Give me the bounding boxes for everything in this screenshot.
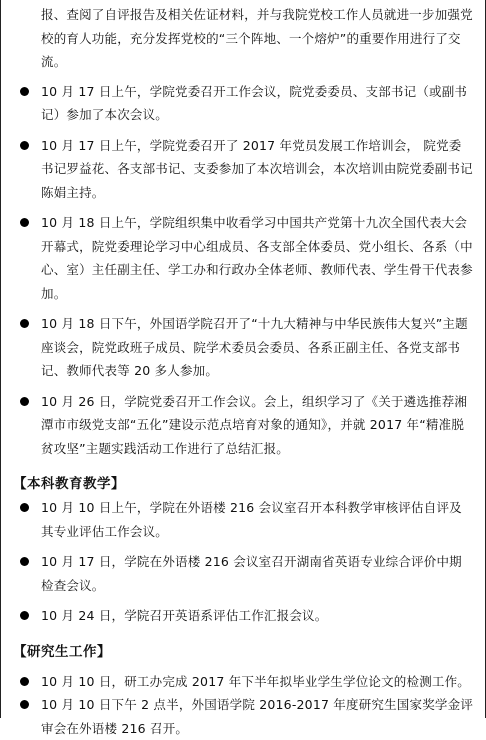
document-content — [11, 3, 473, 740]
list-item-text: 10 月 17 日，学院在外语楼 216 会议室召开湖南省英语专业综合评价中期检查会议。 — [41, 554, 462, 593]
bullet-icon — [20, 503, 29, 512]
bullet-icon — [20, 141, 29, 150]
list-item-text: 10 月 17 日上午，学院党委召开了 2017 年党员发展工作培训会， 院党委书记罗益花、各支部书记、支委参加了本次培训会，本次培训由院党委副书记陈娟主持。 — [41, 138, 473, 200]
list-item — [11, 134, 473, 205]
section-header-undergraduate: 【本科教育教学】 — [13, 472, 473, 496]
list-item-text: 10 月 10 日上午，学院在外语楼 216 会议室召开本科教学审核评估自评及其专业评估工作会议。 — [41, 500, 462, 539]
list-item-text: 10 月 18 日上午，学院组织集中收看学习中国共产党第十九次全国代表大会开幕式，院党委理论学习中心组成员、各支部全体委员、党小组长、各系（中心、室）主任副主任、学工办和行政办全体老师、教师代表、学生骨干代表参加。 — [41, 215, 473, 301]
list-item — [11, 693, 473, 740]
list-item-text: 10 月 26 日，学院党委召开工作会议。会上，组织学习了《关于遴选推荐湘潭市市级党支部“五化”建设示范点培育对象的通知》，并就 2017 年“精准脱贫攻坚”主题实践活动工作进行了总结汇报。 — [41, 394, 467, 456]
list-item — [11, 80, 473, 127]
bullet-icon — [20, 87, 29, 96]
undergraduate-list — [11, 496, 473, 628]
list-item-text: 10 月 17 日上午，学院党委召开工作会议，院党委委员、支部书记（或副书记）参加了本次会议。 — [41, 84, 467, 123]
bullet-icon — [20, 319, 29, 328]
list-item-text: 10 月 10 日，研工办完成 2017 年下半年拟毕业学生学位论文的检测工作。 — [41, 674, 470, 689]
list-item — [11, 496, 473, 543]
list-item — [11, 604, 473, 628]
list-item — [11, 211, 473, 305]
list-item — [11, 312, 473, 383]
bullet-icon — [20, 557, 29, 566]
list-item — [11, 550, 473, 597]
bullet-icon — [20, 218, 29, 227]
bullet-icon — [20, 397, 29, 406]
bullet-icon — [20, 677, 29, 686]
section-header-graduate: 【研究生工作】 — [13, 640, 473, 664]
bullet-icon — [20, 700, 29, 709]
bullet-icon — [20, 611, 29, 620]
list-item — [11, 670, 473, 694]
list-item-text: 10 月 24 日，学院召开英语系评估工作汇报会议。 — [41, 608, 327, 623]
list-item-text: 10 月 10 日下午 2 点半，外国语学院 2016-2017 年度研究生国家奖学金评审会在外语楼 216 召开。 — [41, 697, 473, 736]
continued-paragraph: 报、查阅了自评报告及相关佐证材料，并与我院党校工作人员就进一步加强党校的育人功能，充分发挥党校的“三个阵地、一个熔炉”的重要作用进行了交流。 — [41, 3, 473, 74]
list-item-text: 10 月 18 日下午，外国语学院召开了“十九大精神与中华民族伟大复兴”主题座谈会，院党政班子成员、院学术委员会委员、各系正副主任、各党支部书记、教师代表等 20 多人参加。 — [41, 316, 468, 378]
graduate-list — [11, 670, 473, 740]
list-item — [11, 390, 473, 461]
party-work-list — [11, 80, 473, 461]
